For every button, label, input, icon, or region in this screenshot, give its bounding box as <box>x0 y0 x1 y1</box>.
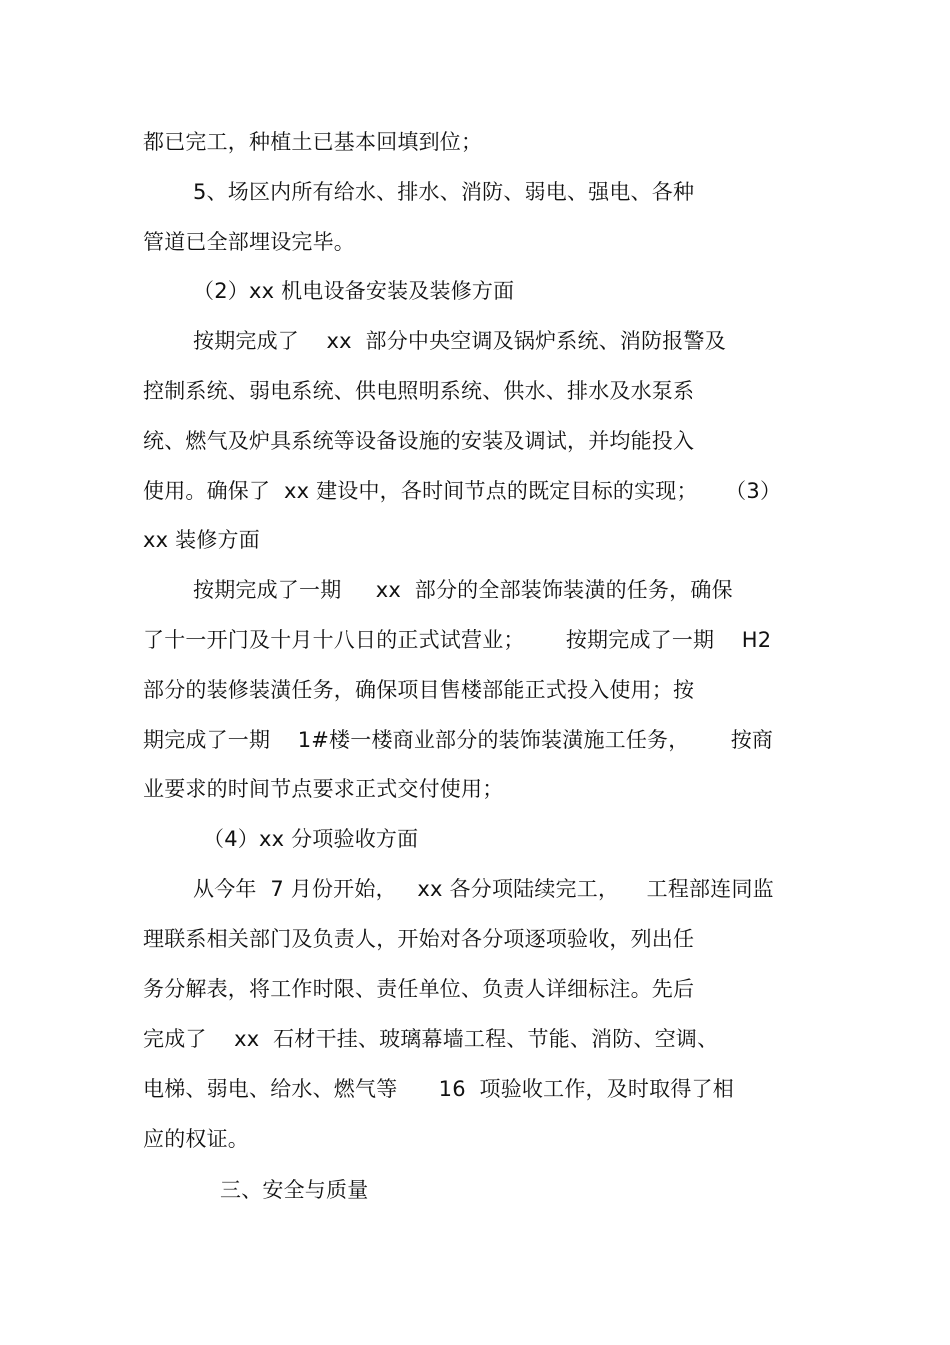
text-line-1: 都已完工，种植土已基本回填到位； <box>143 130 483 154</box>
text-line-12: 部分的装修装潢任务，确保项目售楼部能正式投入使用；按 <box>143 678 695 702</box>
text-line-14: 业要求的时间节点要求正式交付使用； <box>143 777 504 801</box>
text-line-19: 完成了 xx 石材干挂、玻璃幕墙工程、节能、消防、空调、 <box>143 1027 719 1051</box>
text-line-13: 期完成了一期 1#楼一楼商业部分的装饰装潢施工任务， 按商 <box>143 728 774 752</box>
text-line-3: 管道已全部埋设完毕。 <box>143 230 355 254</box>
text-line-6: 控制系统、弱电系统、供电照明系统、供水、排水及水泵系 <box>143 379 695 403</box>
text-line-8: 使用。确保了 xx 建设中，各时间节点的既定目标的实现； （3） <box>143 479 782 503</box>
text-line-7: 统、燃气及炉具系统等设备设施的安装及调试，并均能投入 <box>143 429 695 453</box>
text-line-2: 5、场区内所有给水、排水、消防、弱电、强电、各种 <box>193 180 695 204</box>
text-line-10: 按期完成了一期 xx 部分的全部装饰装潢的任务，确保 <box>193 578 733 602</box>
chapter-heading: 三、安全与质量 <box>220 1178 369 1202</box>
text-line-21: 应的权证。 <box>143 1127 249 1151</box>
text-line-16: 从今年 7 月份开始， xx 各分项陆续完工， 工程部连同监 <box>193 877 774 901</box>
section-heading-3: xx 装修方面 <box>143 528 260 552</box>
text-line-5: 按期完成了 xx 部分中央空调及锅炉系统、消防报警及 <box>193 329 726 353</box>
text-line-18: 务分解表，将工作时限、责任单位、负责人详细标注。先后 <box>143 977 695 1001</box>
text-line-17: 理联系相关部门及负责人，开始对各分项逐项验收，列出任 <box>143 927 695 951</box>
text-line-11: 了十一开门及十月十八日的正式试营业； 按期完成了一期 H2 <box>143 628 772 652</box>
section-heading-4: （4）xx 分项验收方面 <box>203 827 419 851</box>
text-line-20: 电梯、弱电、给水、燃气等 16 项验收工作，及时取得了相 <box>143 1077 734 1101</box>
section-heading-2: （2）xx 机电设备安装及装修方面 <box>193 279 515 303</box>
